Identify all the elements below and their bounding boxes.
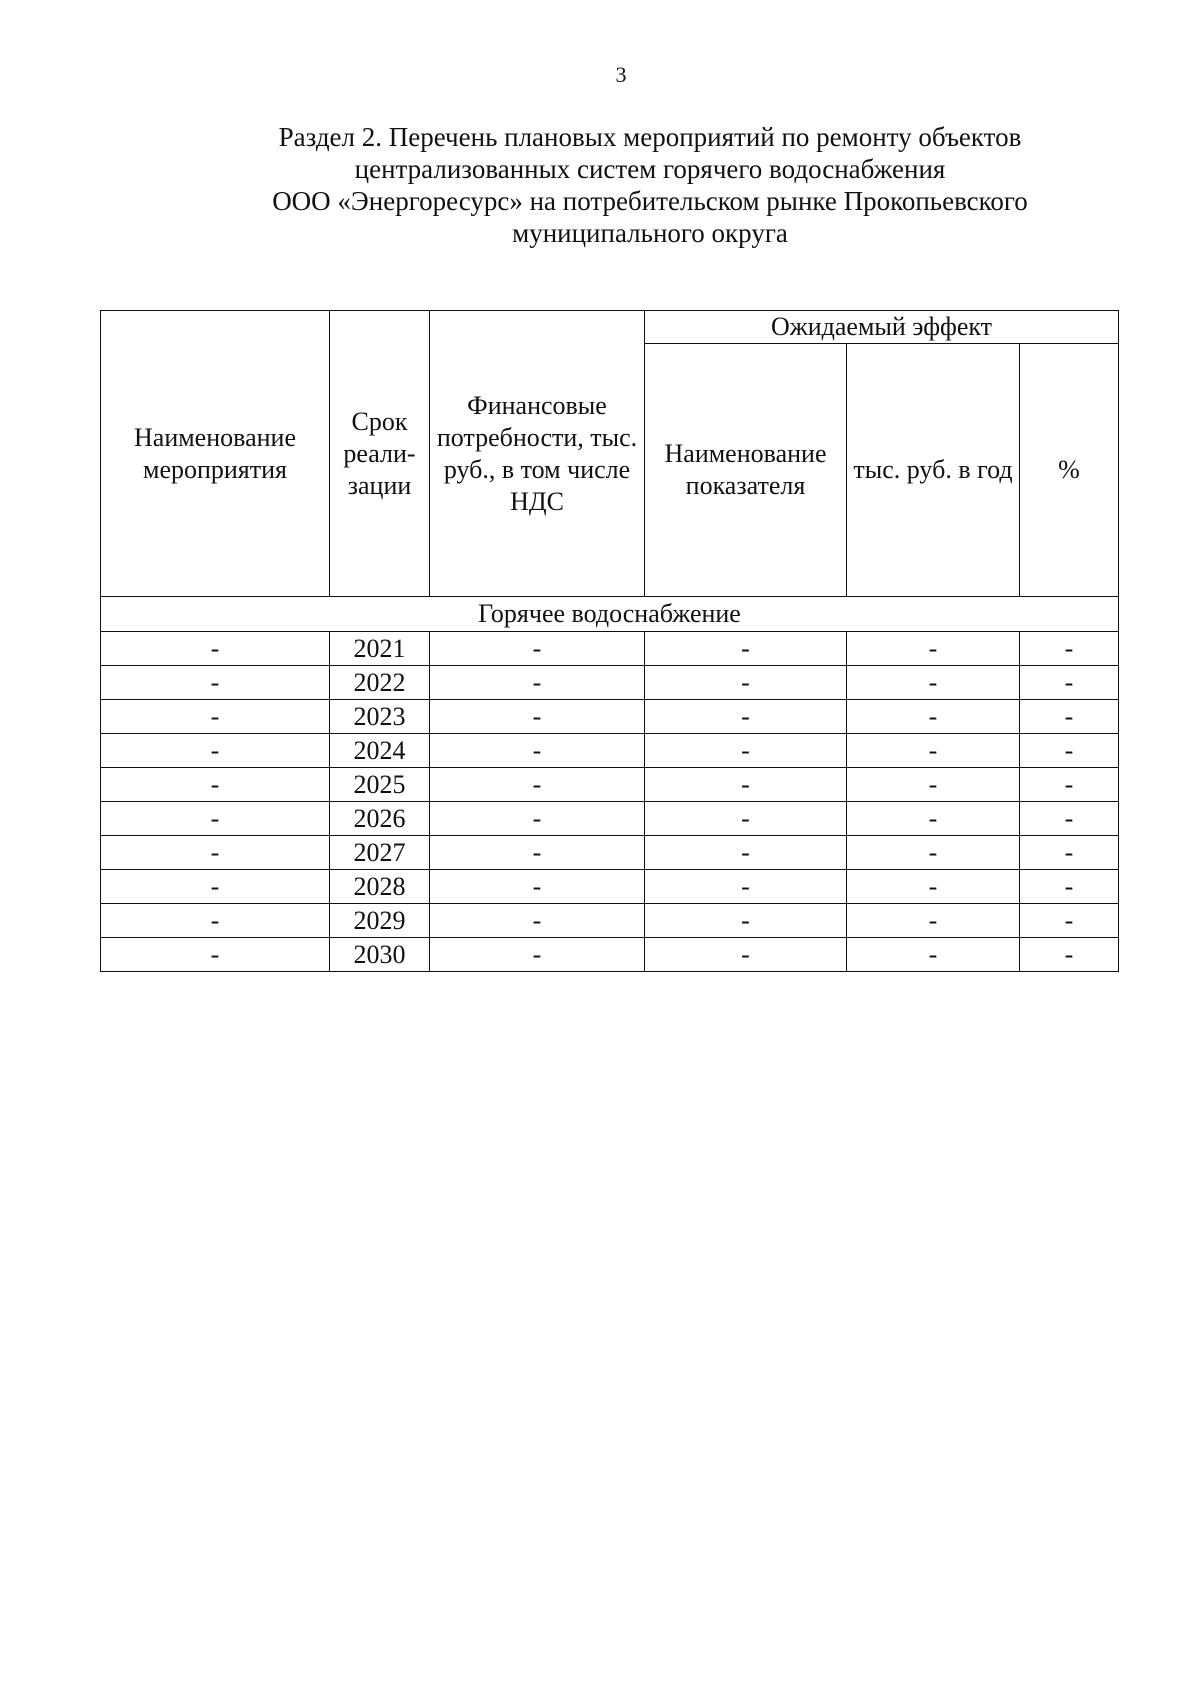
cell-indicator: - bbox=[645, 904, 847, 938]
cell-year: 2028 bbox=[330, 870, 430, 904]
table-header bbox=[101, 311, 1119, 597]
cell-year: 2027 bbox=[330, 836, 430, 870]
cell-year: 2024 bbox=[330, 734, 430, 768]
cell-event: - bbox=[101, 666, 330, 700]
cell-financial: - bbox=[430, 768, 645, 802]
cell-indicator: - bbox=[645, 734, 847, 768]
cell-indicator: - bbox=[645, 836, 847, 870]
column-group-expected-effect: Ожидаемый эффект bbox=[645, 311, 1119, 344]
cell-percent: - bbox=[1020, 904, 1119, 938]
heading-line-3: ООО «Энергоресурс» на потребительском рынке Прокопьевского bbox=[272, 186, 1028, 216]
cell-percent: - bbox=[1020, 632, 1119, 666]
cell-financial: - bbox=[430, 870, 645, 904]
cell-financial: - bbox=[430, 836, 645, 870]
cell-event: - bbox=[101, 802, 330, 836]
heading-line-2: централизованных систем горячего водоснабжения bbox=[354, 154, 946, 184]
cell-year: 2023 bbox=[330, 700, 430, 734]
cell-rub: - bbox=[847, 802, 1020, 836]
cell-year: 2026 bbox=[330, 802, 430, 836]
cell-event: - bbox=[101, 836, 330, 870]
section-label-hot-water: Горячее водоснабжение bbox=[101, 597, 1119, 632]
cell-event: - bbox=[101, 870, 330, 904]
table-body bbox=[101, 597, 1119, 972]
column-header-indicator-name: Наименование показателя bbox=[645, 344, 847, 597]
cell-event: - bbox=[101, 938, 330, 972]
table-row bbox=[101, 836, 1119, 870]
table-row bbox=[101, 734, 1119, 768]
cell-percent: - bbox=[1020, 768, 1119, 802]
section-row bbox=[101, 597, 1119, 632]
cell-event: - bbox=[101, 734, 330, 768]
cell-rub: - bbox=[847, 632, 1020, 666]
cell-year: 2030 bbox=[330, 938, 430, 972]
cell-event: - bbox=[101, 768, 330, 802]
cell-percent: - bbox=[1020, 666, 1119, 700]
cell-indicator: - bbox=[645, 938, 847, 972]
document-heading bbox=[200, 121, 1100, 249]
cell-percent: - bbox=[1020, 938, 1119, 972]
cell-rub: - bbox=[847, 938, 1020, 972]
column-header-financial: Финансовые потребности, тыс. руб., в том числе НДС bbox=[430, 311, 645, 597]
table-row bbox=[101, 666, 1119, 700]
cell-event: - bbox=[101, 632, 330, 666]
table-row bbox=[101, 768, 1119, 802]
cell-percent: - bbox=[1020, 870, 1119, 904]
table-row bbox=[101, 870, 1119, 904]
cell-financial: - bbox=[430, 666, 645, 700]
cell-rub: - bbox=[847, 904, 1020, 938]
cell-percent: - bbox=[1020, 700, 1119, 734]
cell-financial: - bbox=[430, 938, 645, 972]
column-header-term: Срок реали-зации bbox=[330, 311, 430, 597]
cell-indicator: - bbox=[645, 802, 847, 836]
cell-percent: - bbox=[1020, 802, 1119, 836]
cell-year: 2025 bbox=[330, 768, 430, 802]
column-header-event-name: Наименование мероприятия bbox=[101, 311, 330, 597]
column-header-thousand-rub-per-year: тыс. руб. в год bbox=[847, 344, 1020, 597]
cell-year: 2021 bbox=[330, 632, 430, 666]
cell-financial: - bbox=[430, 700, 645, 734]
cell-rub: - bbox=[847, 768, 1020, 802]
cell-year: 2022 bbox=[330, 666, 430, 700]
cell-indicator: - bbox=[645, 700, 847, 734]
cell-rub: - bbox=[847, 836, 1020, 870]
cell-indicator: - bbox=[645, 768, 847, 802]
table-row bbox=[101, 632, 1119, 666]
table-row bbox=[101, 938, 1119, 972]
cell-rub: - bbox=[847, 734, 1020, 768]
cell-year: 2029 bbox=[330, 904, 430, 938]
cell-financial: - bbox=[430, 632, 645, 666]
repair-plan-table bbox=[100, 310, 1119, 972]
cell-rub: - bbox=[847, 700, 1020, 734]
cell-indicator: - bbox=[645, 870, 847, 904]
table-row bbox=[101, 700, 1119, 734]
cell-financial: - bbox=[430, 904, 645, 938]
cell-financial: - bbox=[430, 734, 645, 768]
cell-event: - bbox=[101, 700, 330, 734]
table-row bbox=[101, 904, 1119, 938]
cell-indicator: - bbox=[645, 666, 847, 700]
cell-financial: - bbox=[430, 802, 645, 836]
cell-rub: - bbox=[847, 870, 1020, 904]
heading-line-1: Раздел 2. Перечень плановых мероприятий по ремонту объектов bbox=[278, 122, 1022, 152]
column-header-percent: % bbox=[1020, 344, 1119, 597]
cell-percent: - bbox=[1020, 836, 1119, 870]
cell-percent: - bbox=[1020, 734, 1119, 768]
heading-line-4: муниципального округа bbox=[512, 218, 788, 248]
table-row bbox=[101, 802, 1119, 836]
cell-rub: - bbox=[847, 666, 1020, 700]
page-number: 3 bbox=[615, 62, 627, 87]
cell-indicator: - bbox=[645, 632, 847, 666]
header-row-top bbox=[101, 311, 1119, 344]
cell-event: - bbox=[101, 904, 330, 938]
